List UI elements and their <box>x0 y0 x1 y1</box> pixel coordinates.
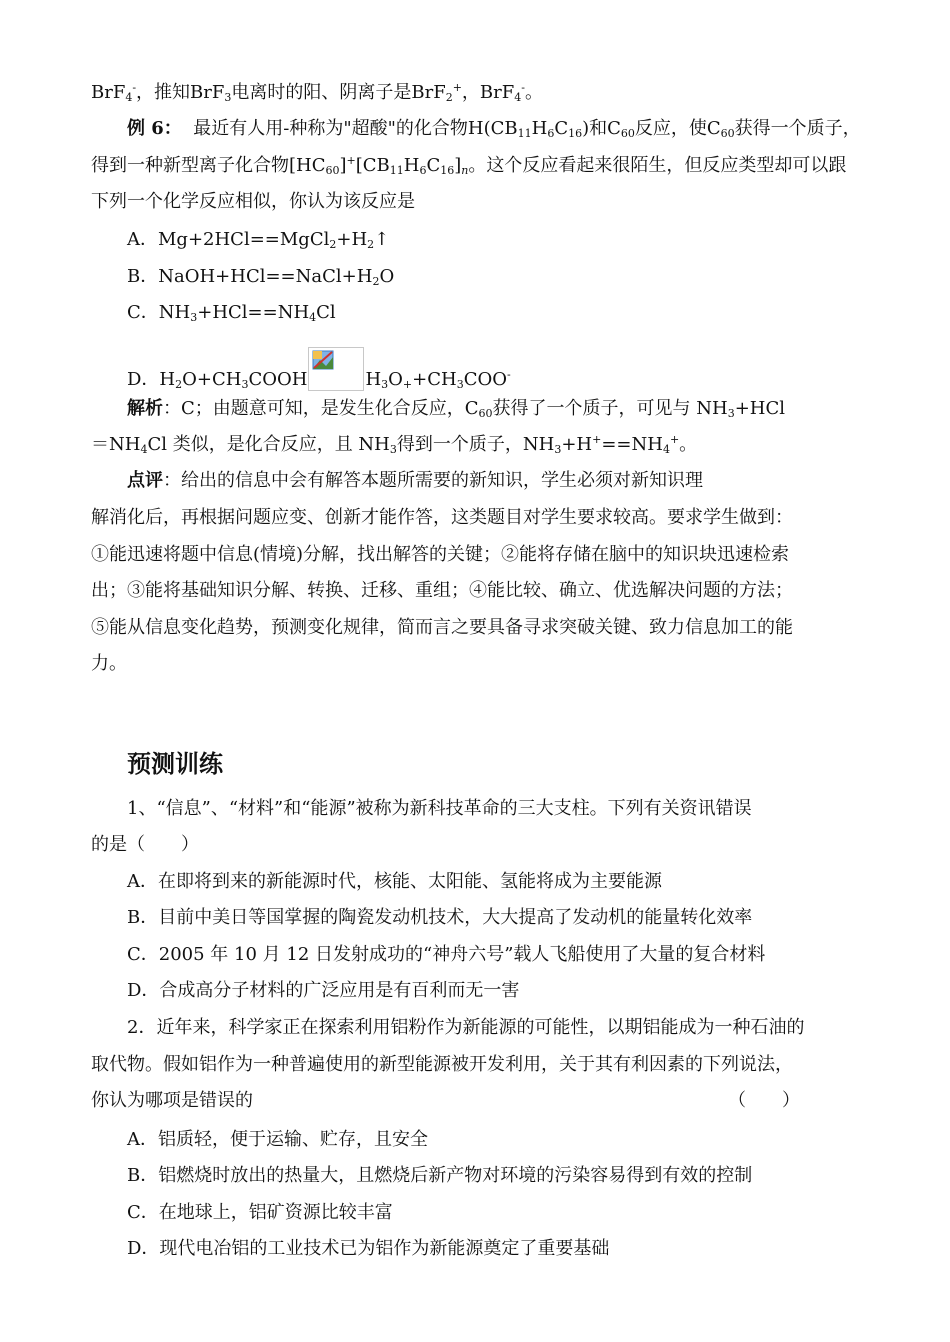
q1-option-b <box>127 905 752 931</box>
sub: 3 <box>190 311 198 324</box>
text: 电离时的阳、阴离子是BrF <box>231 82 446 103</box>
text: 获得一个质子， <box>734 118 861 139</box>
text: BrF <box>91 82 126 103</box>
sub: 4 <box>125 91 133 104</box>
text: 。 <box>679 434 698 455</box>
text: ，推知BrF <box>136 82 225 103</box>
sub: 2 <box>329 238 337 251</box>
analysis-label: 解析 <box>127 398 163 419</box>
analysis-line2 <box>91 432 697 458</box>
text: 反应，使C <box>634 118 721 139</box>
text: [CB <box>355 155 390 176</box>
text: COO <box>463 369 507 390</box>
sub: + <box>402 378 413 391</box>
text: 2．近年来，科学家正在探索利用铝粉作为新能源的可能性，以期铝能成为一种石油的 <box>127 1017 805 1038</box>
sub: 3 <box>727 407 735 420</box>
sub: 60 <box>478 407 493 420</box>
text: 解消化后，再根据问题应变、创新才能作答，这类题目对学生要求较高。要求学生做到： <box>91 507 793 528</box>
sub: 3 <box>241 378 249 391</box>
sub: 3 <box>456 378 464 391</box>
text: Cl <box>316 302 336 323</box>
text: ：给出的信息中会有解答本题所需要的新知识，学生必须对新知识理 <box>163 470 703 491</box>
q1-option-c <box>127 942 765 968</box>
text: B．目前中美日等国掌握的陶瓷发动机技术，大大提高了发动机的能量转化效率 <box>127 907 753 928</box>
example6-option-d <box>127 347 511 391</box>
text: 。 <box>524 82 543 103</box>
text: 的是（ ） <box>91 834 199 855</box>
text: ，BrF <box>461 82 515 103</box>
text: )和C <box>582 118 621 139</box>
sup: + <box>346 154 356 167</box>
sub: n <box>461 164 469 177</box>
text: +HCl <box>734 398 786 419</box>
text: C．在地球上，铝矿资源比较丰富 <box>127 1202 393 1223</box>
text: ] <box>339 155 347 176</box>
sub: 4 <box>514 91 522 104</box>
text: 得到一个质子，NH <box>396 434 555 455</box>
sub: 6 <box>419 164 427 177</box>
sub: 4 <box>309 311 317 324</box>
sup: + <box>452 81 462 94</box>
text: +HCl==NH <box>197 302 310 323</box>
sub: 2 <box>175 378 183 391</box>
sub: 60 <box>720 127 735 140</box>
example-label: 例 6： <box>127 118 182 139</box>
sub: 3 <box>389 443 397 456</box>
text: ↑ <box>374 229 390 250</box>
text: +H <box>561 434 593 455</box>
sub: 3 <box>224 91 232 104</box>
text: 下列一个化学反应相似，你认为该反应是 <box>91 191 415 212</box>
example6-line3 <box>91 189 415 215</box>
text: A．Mg+2HCl==MgCl <box>127 229 330 250</box>
text: D．H <box>127 369 176 390</box>
sup: + <box>669 433 680 446</box>
text: B．铝燃烧时放出的热量大，且燃烧后新产物对环境的污染容易得到有效的控制 <box>127 1165 753 1186</box>
text: D．现代电冶铝的工业技术已为铝作为新能源奠定了重要基础 <box>127 1238 610 1259</box>
q2-option-d <box>127 1236 609 1262</box>
q2-option-a <box>127 1127 428 1153</box>
sub: 16 <box>568 127 583 140</box>
sup: - <box>506 368 511 381</box>
sub: 3 <box>381 378 389 391</box>
example6-option-c <box>127 300 336 326</box>
text: B．NaOH+HCl==NaCl+H <box>127 266 373 287</box>
q2-line1 <box>127 1015 804 1041</box>
text: A．铝质轻，便于运输、贮存，且安全 <box>127 1129 428 1150</box>
text: 你认为哪项是错误的 <box>91 1090 253 1111</box>
q2-line3 <box>91 1088 253 1114</box>
sub: 60 <box>620 127 635 140</box>
q2-option-b <box>127 1163 752 1189</box>
comment-label: 点评 <box>127 470 163 491</box>
comment-line5 <box>91 615 793 641</box>
sub: 11 <box>517 127 532 140</box>
intro-line <box>91 80 543 106</box>
q1-option-a <box>127 869 662 895</box>
text: +H <box>336 229 368 250</box>
sub: 4 <box>140 443 148 456</box>
sup: + <box>592 433 602 446</box>
text: D．合成高分子材料的广泛应用是有百利而无一害 <box>127 980 520 1001</box>
broken-image-icon <box>308 347 364 391</box>
comment-line2 <box>91 505 793 531</box>
sub: 60 <box>325 164 340 177</box>
example6-option-b <box>127 264 394 290</box>
sub: 2 <box>372 275 380 288</box>
text: A．在即将到来的新能源时代，核能、太阳能、氢能将成为主要能源 <box>127 871 662 892</box>
text: O+CH <box>182 369 242 390</box>
text: ①能迅速将题中信息(情境)分解，找出解答的关键；②能将存储在脑中的知识块迅速检索 <box>91 544 790 565</box>
example6-option-a <box>127 227 389 253</box>
text: ] <box>454 155 462 176</box>
text: H <box>531 118 548 139</box>
sub: 11 <box>389 164 404 177</box>
comment-line4 <box>91 578 793 604</box>
text: 出；③能将基础知识分解、转换、迁移、重组；④能比较、确立、优选解决问题的方法； <box>91 580 793 601</box>
sup: - <box>132 81 137 94</box>
comment-line6 <box>91 651 127 677</box>
q2-option-c <box>127 1200 393 1226</box>
example6-line1 <box>127 116 861 142</box>
text: 获得了一个质子，可见与 NH <box>492 398 728 419</box>
text: ：C；由题意可知，是发生化合反应，C <box>163 398 479 419</box>
text: 力。 <box>91 653 127 674</box>
text: 取代物。假如铝作为一种普遍使用的新型能源被开发利用，关于其有利因素的下列说法， <box>91 1054 793 1075</box>
example6-line2 <box>91 153 846 179</box>
sub: 4 <box>662 443 670 456</box>
text: C．NH <box>127 302 191 323</box>
text: +CH <box>412 369 457 390</box>
q1-line2 <box>91 832 199 858</box>
sub: 6 <box>547 127 555 140</box>
text: H <box>365 369 382 390</box>
text: H <box>403 155 420 176</box>
text: 。这个反应看起来很陌生，但反应类型却可以跟 <box>468 155 847 176</box>
analysis-line1 <box>127 396 785 422</box>
text: Cl 类似，是化合反应，且 NH <box>147 434 390 455</box>
sub: 2 <box>367 238 375 251</box>
text: O <box>388 369 403 390</box>
text: ==NH <box>601 434 663 455</box>
q1-line1 <box>127 796 752 822</box>
sup: - <box>521 81 525 94</box>
section-title: 预测训练 <box>127 750 223 778</box>
sub: 3 <box>554 443 562 456</box>
comment-line3 <box>91 542 789 568</box>
text: C <box>554 118 569 139</box>
q1-option-d <box>127 978 519 1004</box>
sub: 2 <box>445 91 453 104</box>
text: C．2005 年 10 月 12 日发射成功的“神舟六号”载人飞船使用了大量的复合材料 <box>127 944 766 965</box>
comment-line1 <box>127 468 703 494</box>
text: C <box>426 155 441 176</box>
q2-answer-paren: （ ） <box>728 1090 800 1111</box>
text: O <box>379 266 395 287</box>
q2-line2 <box>91 1052 793 1078</box>
text: COOH <box>248 369 308 390</box>
text: ＝NH <box>91 434 141 455</box>
text: 最近有人用-种称为"超酸"的化合物H(CB <box>193 118 518 139</box>
text: 1、“信息”、“材料”和“能源”被称为新科技革命的三大支柱。下列有关资讯错误 <box>127 798 752 819</box>
sub: 16 <box>440 164 455 177</box>
text: ⑤能从信息变化趋势，预测变化规律，简而言之要具备寻求突破关键、致力信息加工的能 <box>91 617 793 638</box>
text: 得到一种新型离子化合物[HC <box>91 155 326 176</box>
